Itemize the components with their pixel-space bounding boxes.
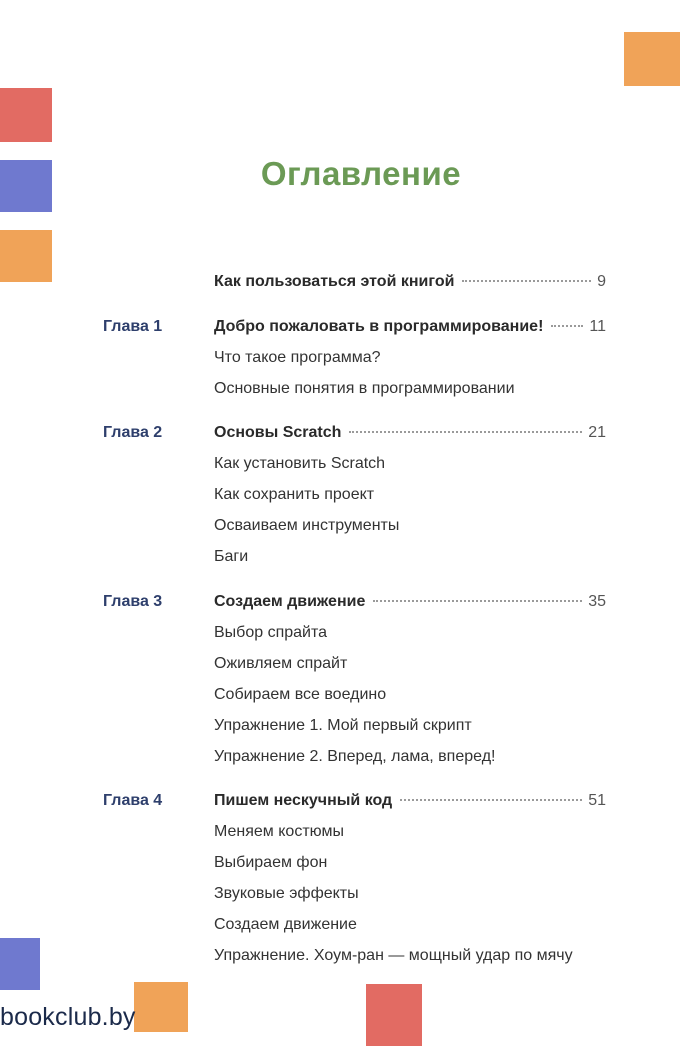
toc-entry-title: Как пользоваться этой книгой (214, 273, 455, 290)
toc-subentry[interactable]: Упражнение. Хоум-ран — мощный удар по мячу (214, 947, 573, 964)
dot-leader (400, 799, 582, 801)
toc-entry-page: 51 (588, 792, 606, 809)
decor-square-orange-top-right (624, 32, 680, 86)
toc-entry-chapter-2[interactable] (214, 424, 606, 448)
dot-leader (551, 325, 583, 327)
toc-entry-title: Создаем движение (214, 593, 366, 610)
decor-square-orange-left (0, 230, 52, 282)
toc-entry-chapter-1[interactable] (214, 318, 606, 342)
toc-entry-page: 11 (589, 318, 606, 335)
watermark-bookclub: bookclub.by (0, 1003, 136, 1031)
chapter-label-3: Глава 3 (103, 593, 163, 610)
toc-subentry[interactable]: Выбор спрайта (214, 624, 328, 641)
toc-subentry[interactable]: Звуковые эффекты (214, 885, 359, 902)
toc-subentry[interactable]: Меняем костюмы (214, 823, 344, 840)
decor-square-blue-bottom-left (0, 938, 40, 990)
toc-subentry[interactable]: Упражнение 1. Мой первый скрипт (214, 717, 472, 734)
toc-entry-title: Добро пожаловать в программирование! (214, 318, 544, 335)
toc-entry-page: 35 (588, 593, 606, 610)
page-title: Оглавление (260, 155, 462, 192)
toc-entry-page: 9 (597, 273, 606, 290)
toc-subentry[interactable]: Осваиваем инструменты (214, 517, 400, 534)
toc-subentry[interactable]: Как сохранить проект (214, 486, 375, 503)
toc-subentry[interactable]: Основные понятия в программировании (214, 380, 515, 397)
toc-entry-intro[interactable] (214, 273, 606, 297)
toc-subentry[interactable]: Что такое программа? (214, 349, 381, 366)
toc-entry-title: Основы Scratch (214, 424, 342, 441)
toc-subentry[interactable]: Как установить Scratch (214, 455, 386, 472)
toc-subentry[interactable]: Оживляем спрайт (214, 655, 348, 672)
toc-subentry[interactable]: Баги (214, 548, 249, 565)
decor-square-red-bottom (366, 984, 422, 1046)
chapter-label-1: Глава 1 (103, 318, 163, 335)
chapter-label-2: Глава 2 (103, 424, 163, 441)
dot-leader (462, 280, 591, 282)
decor-square-red-left (0, 88, 52, 142)
decor-square-orange-bottom (134, 982, 188, 1032)
toc-entry-chapter-4[interactable] (214, 792, 606, 816)
dot-leader (349, 431, 582, 433)
chapter-label-4: Глава 4 (103, 792, 163, 809)
toc-subentry[interactable]: Создаем движение (214, 916, 357, 933)
toc-subentry[interactable]: Выбираем фон (214, 854, 328, 871)
toc-entry-page: 21 (588, 424, 606, 441)
dot-leader (373, 600, 582, 602)
toc-subentry[interactable]: Собираем все воедино (214, 686, 387, 703)
toc-entry-title: Пишем нескучный код (214, 792, 393, 809)
toc-subentry[interactable]: Упражнение 2. Вперед, лама, вперед! (214, 748, 496, 765)
toc-entry-chapter-3[interactable] (214, 593, 606, 617)
